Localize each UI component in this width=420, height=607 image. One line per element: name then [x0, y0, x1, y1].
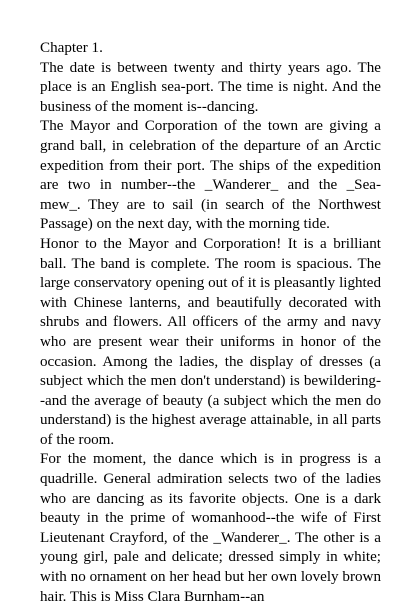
paragraph-3: Honor to the Mayor and Corporation! It is a brilliant ball. The band is complete. The room is spacious. The large conservatory opening out of it is pleasantly lighted with Chinese lanterns, and beautifully decorated with shrubs and flowers. All officers of the army and navy who are present wear their uniforms in honor of the occasion. Among the ladies, the display of dresses (a subject which the men don't understand) is bewildering--and the average of beauty (a subject which the men do understand) is the highest average attainable, in all parts of the room.: [40, 235, 381, 448]
chapter-heading: Chapter 1.: [40, 40, 103, 56]
paragraph-2: The Mayor and Corporation of the town are giving a grand ball, in celebration of the departure of an Arctic expedition from their port. The ships of the expedition are two in number--the _Wanderer_ and the _Sea-mew_. They are to sail (in search of the Northwest Passage) on the next day, with the morning tide.: [40, 118, 381, 233]
paragraph-4: For the moment, the dance which is in progress is a quadrille. General admiration selects two of the ladies who are dancing as its favorite objects. One is a dark beauty in the prime of womanhood--the wife of First Lieutenant Crayford, of the _Wanderer_. The other is a young girl, pale and delicate; dressed simply in white; with no ornament on her head but her own lovely brown hair. This is Miss Clara Burnham--an: [40, 451, 381, 605]
paragraph-1: The date is between twenty and thirty years ago. The place is an English sea-port. The time is night. And the business of the moment is--dancing.: [40, 59, 381, 115]
document-page: [40, 39, 381, 607]
